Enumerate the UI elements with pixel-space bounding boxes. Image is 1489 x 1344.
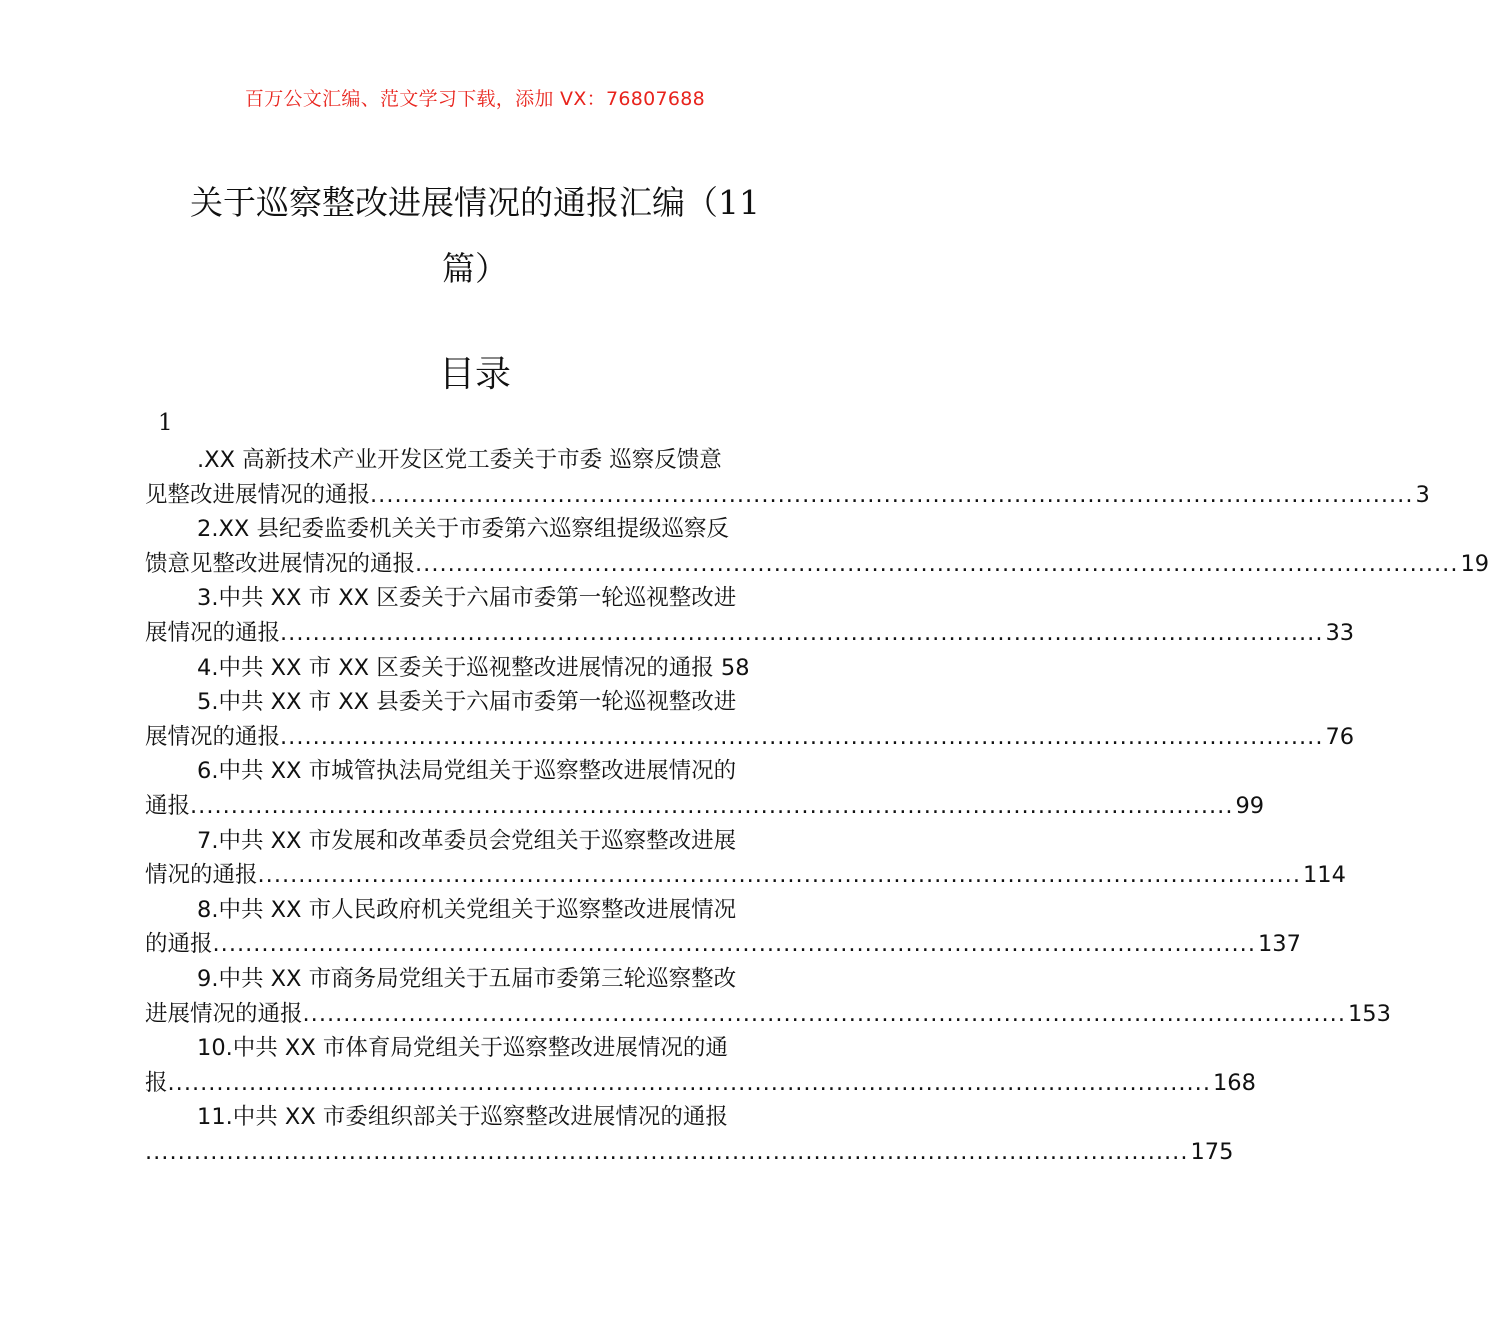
toc-page-number: 99 bbox=[1235, 792, 1265, 819]
toc-entry[interactable] bbox=[145, 893, 1301, 962]
toc-page-number: 114 bbox=[1302, 862, 1346, 889]
toc-dot-leader: ................................................................................................................................ bbox=[370, 481, 1414, 508]
toc-entry-title: 9.中共 XX 市商务局党组关于五届市委第三轮巡察整改 bbox=[197, 965, 737, 992]
toc-entry-tail bbox=[145, 858, 1346, 893]
toc-entry[interactable] bbox=[145, 1031, 1256, 1100]
leading-number: 1 bbox=[158, 410, 173, 436]
toc-entry-tail bbox=[145, 478, 1430, 513]
toc-page-number: 168 bbox=[1212, 1069, 1256, 1096]
toc-page-number: 3 bbox=[1415, 481, 1430, 508]
toc-entry-tail bbox=[145, 720, 1355, 755]
toc-dot-leader: ................................................................................................................................ bbox=[302, 1000, 1346, 1027]
toc-entry[interactable] bbox=[145, 754, 1265, 823]
toc-entry-tail bbox=[145, 616, 1355, 651]
toc-page-number: 137 bbox=[1257, 931, 1301, 958]
toc-entry-title: 3.中共 XX 市 XX 区委关于六届市委第一轮巡视整改进 bbox=[197, 585, 737, 612]
toc-entry-title: 7.中共 XX 市发展和改革委员会党组关于巡察整改进展 bbox=[197, 827, 737, 854]
toc-page-number: 19 bbox=[1460, 550, 1489, 577]
toc-dot-leader: ................................................................................................................................ bbox=[415, 550, 1459, 577]
toc-page-number: 175 bbox=[1190, 1138, 1234, 1165]
toc-entry-tail bbox=[145, 547, 1489, 582]
table-of-contents bbox=[145, 443, 1489, 1169]
toc-entry[interactable] bbox=[145, 962, 1391, 1031]
toc-entry-title-cont: 报 bbox=[145, 1069, 168, 1096]
title-text: 关于巡察整改进展情况的通报汇编（ bbox=[190, 183, 718, 222]
toc-dot-leader: ................................................................................................................................ bbox=[145, 1138, 1189, 1165]
toc-entry-title-cont: 的通报 bbox=[145, 931, 213, 958]
toc-dot-leader: ................................................................................................................................ bbox=[280, 723, 1324, 750]
toc-entry-title-cont: 进展情况的通报 bbox=[145, 1000, 303, 1027]
toc-entry[interactable] bbox=[145, 512, 1489, 581]
title-text-line2: 篇） bbox=[442, 249, 508, 288]
toc-entry-title: 2.XX 县纪委监委机关关于市委第六巡察组提级巡察反 bbox=[197, 516, 729, 543]
toc-entry[interactable] bbox=[145, 443, 1430, 512]
toc-entry-title-cont: 展情况的通报 bbox=[145, 619, 281, 646]
title-number: 11 bbox=[718, 183, 760, 222]
toc-entry-tail bbox=[145, 1066, 1256, 1101]
toc-entry-title: 11.中共 XX 市委组织部关于巡察整改进展情况的通报 bbox=[197, 1104, 728, 1131]
toc-entry[interactable] bbox=[145, 824, 1346, 893]
toc-entry-title: 10.中共 XX 市体育局党组关于巡察整改进展情况的通 bbox=[197, 1035, 728, 1062]
toc-entry-tail bbox=[145, 927, 1301, 962]
toc-page-number: 76 bbox=[1325, 723, 1355, 750]
document-title bbox=[140, 170, 810, 302]
toc-dot-leader: ................................................................................................................................ bbox=[167, 1069, 1211, 1096]
toc-entry-tail bbox=[145, 997, 1391, 1032]
toc-heading: 目录 bbox=[438, 354, 511, 395]
header-banner: 百万公文汇编、范文学习下载，添加 VX：76807688 bbox=[244, 88, 706, 110]
toc-entry[interactable] bbox=[145, 685, 1355, 754]
toc-dot-leader: ................................................................................................................................ bbox=[190, 792, 1234, 819]
toc-entry-title-cont: 馈意见整改进展情况的通报 bbox=[145, 550, 416, 577]
toc-entry-title: 6.中共 XX 市城管执法局党组关于巡察整改进展情况的 bbox=[197, 758, 737, 785]
toc-page-number: 153 bbox=[1347, 1000, 1391, 1027]
toc-entry-title-cont: 展情况的通报 bbox=[145, 723, 281, 750]
toc-dot-leader: ................................................................................................................................ bbox=[257, 862, 1301, 889]
toc-dot-leader: ................................................................................................................................ bbox=[280, 619, 1324, 646]
toc-entry-title: .XX 高新技术产业开发区党工委关于市委 巡察反馈意 bbox=[197, 447, 722, 473]
toc-entry[interactable] bbox=[145, 1100, 1234, 1169]
toc-entry[interactable] bbox=[145, 651, 807, 686]
toc-entry-title-cont: 通报 bbox=[145, 792, 191, 819]
toc-entry-title-cont: 见整改进展情况的通报 bbox=[145, 481, 371, 508]
toc-entry-title-cont: 情况的通报 bbox=[145, 862, 258, 889]
toc-entry-tail bbox=[145, 789, 1265, 824]
toc-entry-tail bbox=[145, 1135, 1234, 1170]
toc-entry-title: 4.中共 XX 市 XX 区委关于巡视整改进展情况的通报 58 bbox=[197, 654, 750, 681]
toc-entry[interactable] bbox=[145, 581, 1355, 650]
toc-dot-leader: ................................................................................................................................ bbox=[212, 931, 1256, 958]
toc-page-number: 33 bbox=[1325, 619, 1355, 646]
toc-entry-title: 5.中共 XX 市 XX 县委关于六届市委第一轮巡视整改进 bbox=[197, 689, 737, 716]
toc-entry-title: 8.中共 XX 市人民政府机关党组关于巡察整改进展情况 bbox=[197, 896, 737, 923]
